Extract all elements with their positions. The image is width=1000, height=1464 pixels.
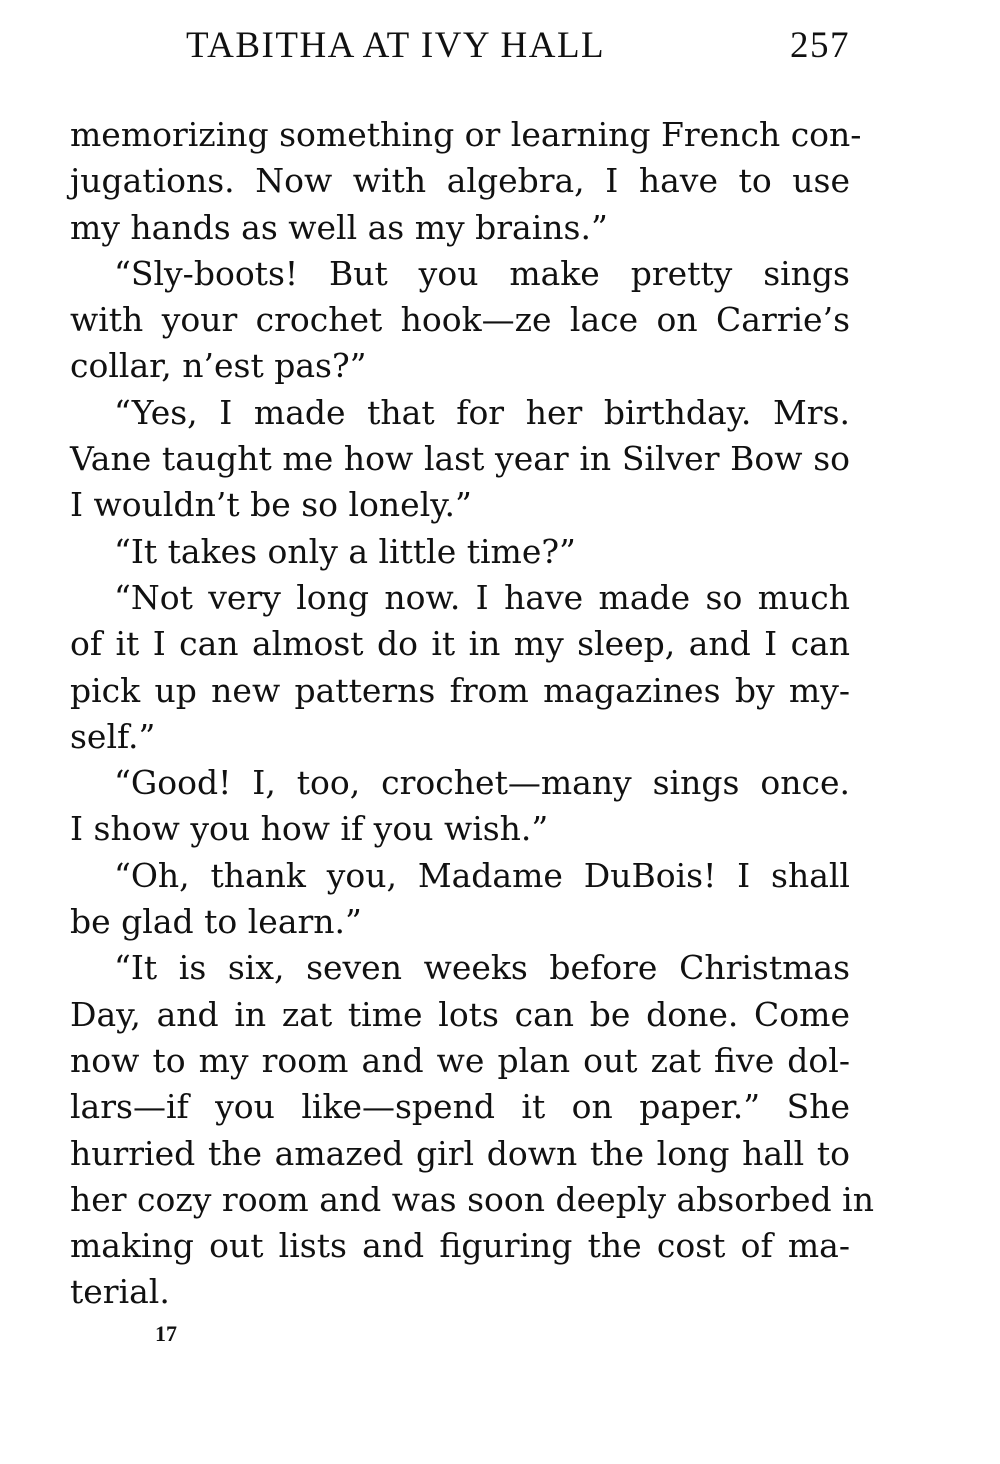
text-line: self.”	[70, 716, 156, 756]
text-line: Vane taught me how last year in Silver Bow so	[70, 439, 850, 479]
text-line: be glad to learn.”	[70, 902, 362, 942]
text-line: now to my room and we plan out zat five dol-	[70, 1040, 850, 1080]
text-line: I wouldn’t be so lonely.”	[70, 485, 472, 525]
text-line: “It takes only a little time?”	[114, 531, 576, 571]
running-header	[186, 24, 850, 68]
text-line: of it I can almost do it in my sleep, and I can	[70, 624, 850, 664]
signature-mark: 17	[155, 1321, 177, 1346]
text-line: pick up new patterns from magazines by my-	[70, 670, 850, 710]
body-text	[70, 112, 874, 1316]
text-line: with your crochet hook—ze lace on Carrie’s	[70, 300, 850, 340]
running-title: TABITHA AT IVY HALL	[186, 25, 606, 66]
text-line: terial.	[70, 1272, 170, 1312]
text-line: collar, n’est pas?”	[70, 346, 367, 386]
text-line: “It is six, seven weeks before Christmas	[114, 948, 850, 988]
text-line: “Good! I, too, crochet—many sings once.	[114, 763, 850, 803]
text-line: “Sly-boots! But you make pretty sings	[114, 253, 850, 293]
text-line: her cozy room and was soon deeply absorbed in	[70, 1179, 874, 1219]
text-line: my hands as well as my brains.”	[70, 207, 608, 247]
text-line: Day, and in zat time lots can be done. Come	[70, 994, 850, 1034]
text-line: “Oh, thank you, Madame DuBois! I shall	[114, 855, 850, 895]
text-line: jugations. Now with algebra, I have to use	[70, 161, 850, 201]
page-number: 257	[790, 25, 850, 66]
text-line: “Yes, I made that for her birthday. Mrs.	[114, 392, 850, 432]
text-line: lars—if you like—spend it on paper.” She	[70, 1087, 850, 1127]
text-line: memorizing something or learning French con-	[70, 115, 862, 154]
text-line: hurried the amazed girl down the long hall to	[70, 1133, 850, 1173]
text-line: making out lists and figuring the cost of ma-	[70, 1226, 850, 1266]
text-line: I show you how if you wish.”	[70, 809, 549, 849]
text-line: “Not very long now. I have made so much	[114, 577, 850, 617]
